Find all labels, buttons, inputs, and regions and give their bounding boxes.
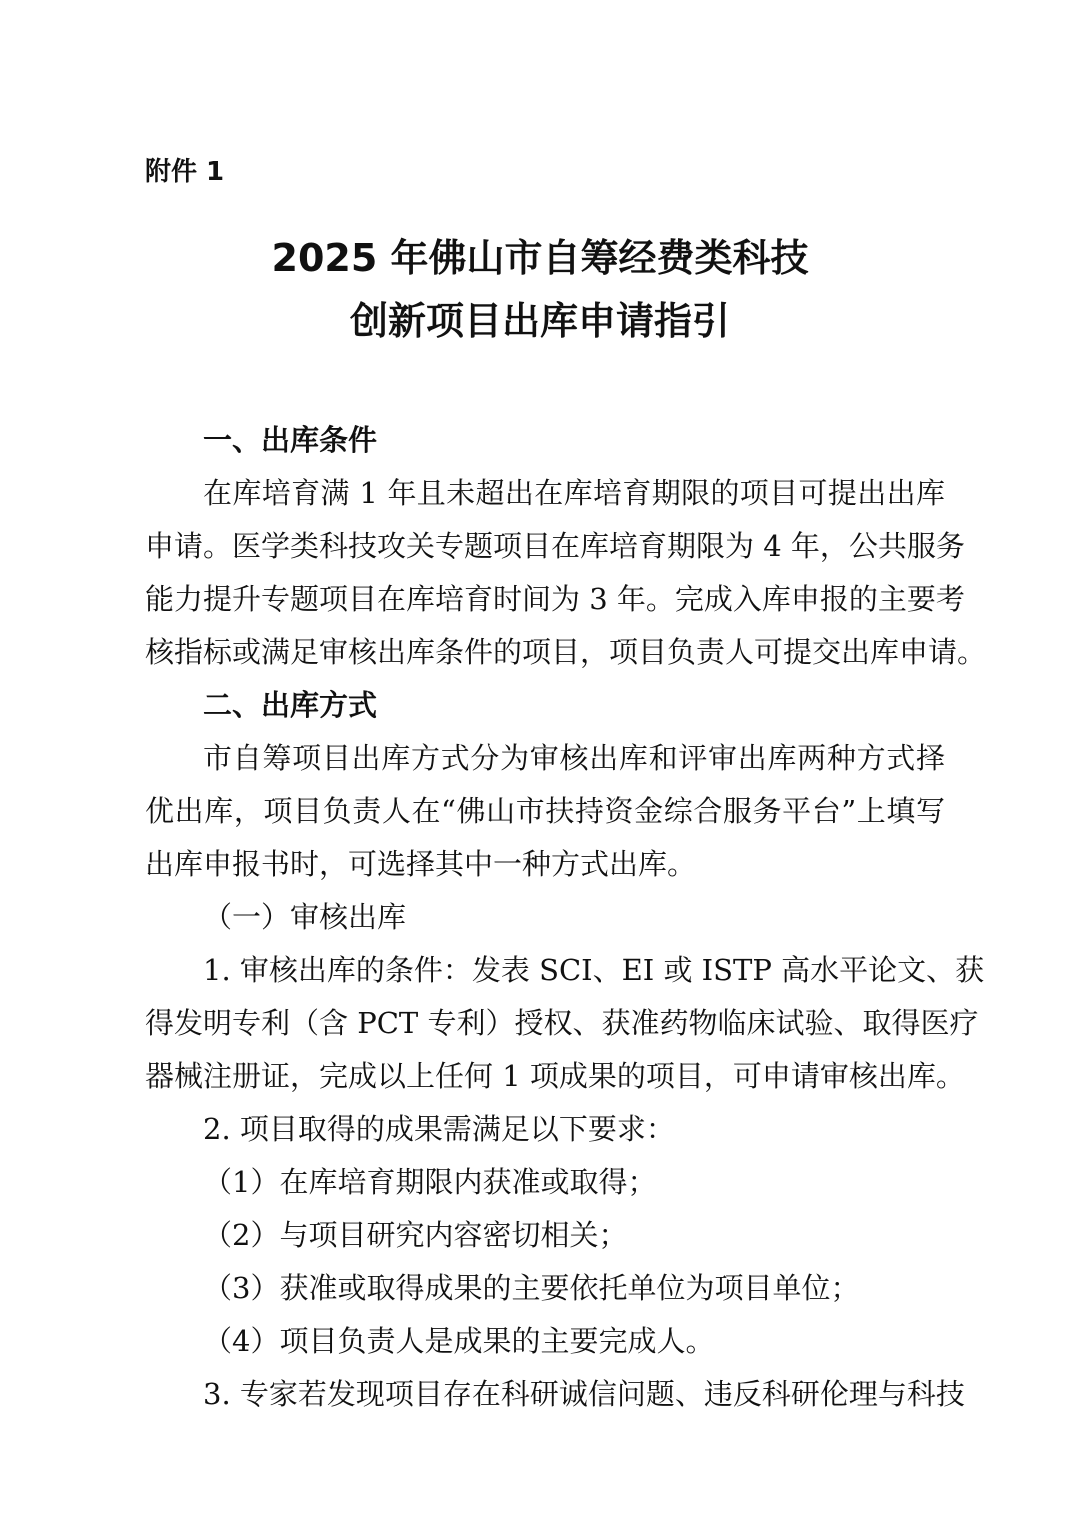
section-heading-exit-methods: 二、出库方式 bbox=[203, 688, 378, 722]
paragraph-line: 核指标或满足审核出库条件的项目，项目负责人可提交出库申请。 bbox=[145, 635, 987, 669]
paragraph-line: 得发明专利（含 PCT 专利）授权、获准药物临床试验、取得医疗 bbox=[145, 1006, 979, 1040]
paragraph-line: 优出库，项目负责人在“佛山市扶持资金综合服务平台”上填写 bbox=[145, 794, 945, 828]
paragraph-line: 出库申报书时，可选择其中一种方式出库。 bbox=[145, 847, 697, 881]
paragraph-line: 1. 审核出库的条件：发表 SCI、EI 或 ISTP 高水平论文、获 bbox=[203, 953, 985, 987]
document-title-line-1: 2025 年佛山市自筹经费类科技 bbox=[271, 236, 809, 280]
paragraph-line: 在库培育满 1 年且未超出在库培育期限的项目可提出出库 bbox=[203, 476, 945, 510]
list-item: （1）在库培育期限内获准或取得； bbox=[203, 1165, 657, 1199]
document-title-line-2: 创新项目出库申请指引 bbox=[349, 299, 730, 343]
paragraph-line: 3. 专家若发现项目存在科研诚信问题、违反科研伦理与科技 bbox=[203, 1377, 965, 1411]
paragraph-line: 能力提升专题项目在库培育时间为 3 年。完成入库申报的主要考 bbox=[145, 582, 965, 616]
attachment-label: 附件 1 bbox=[145, 157, 225, 187]
paragraph-line: 市自筹项目出库方式分为审核出库和评审出库两种方式择 bbox=[203, 741, 945, 775]
paragraph-line: 申请。医学类科技攻关专题项目在库培育期限为 4 年，公共服务 bbox=[145, 529, 965, 563]
list-item: （4）项目负责人是成果的主要完成人。 bbox=[203, 1324, 715, 1358]
list-item: （3）获准或取得成果的主要依托单位为项目单位； bbox=[203, 1271, 860, 1305]
list-item-intro: 2. 项目取得的成果需满足以下要求： bbox=[203, 1112, 675, 1146]
subsection-heading-review-exit: （一）审核出库 bbox=[203, 900, 407, 934]
section-heading-exit-conditions: 一、出库条件 bbox=[203, 423, 378, 457]
list-item: （2）与项目研究内容密切相关； bbox=[203, 1218, 628, 1252]
paragraph-line: 器械注册证，完成以上任何 1 项成果的项目，可申请审核出库。 bbox=[145, 1059, 965, 1093]
